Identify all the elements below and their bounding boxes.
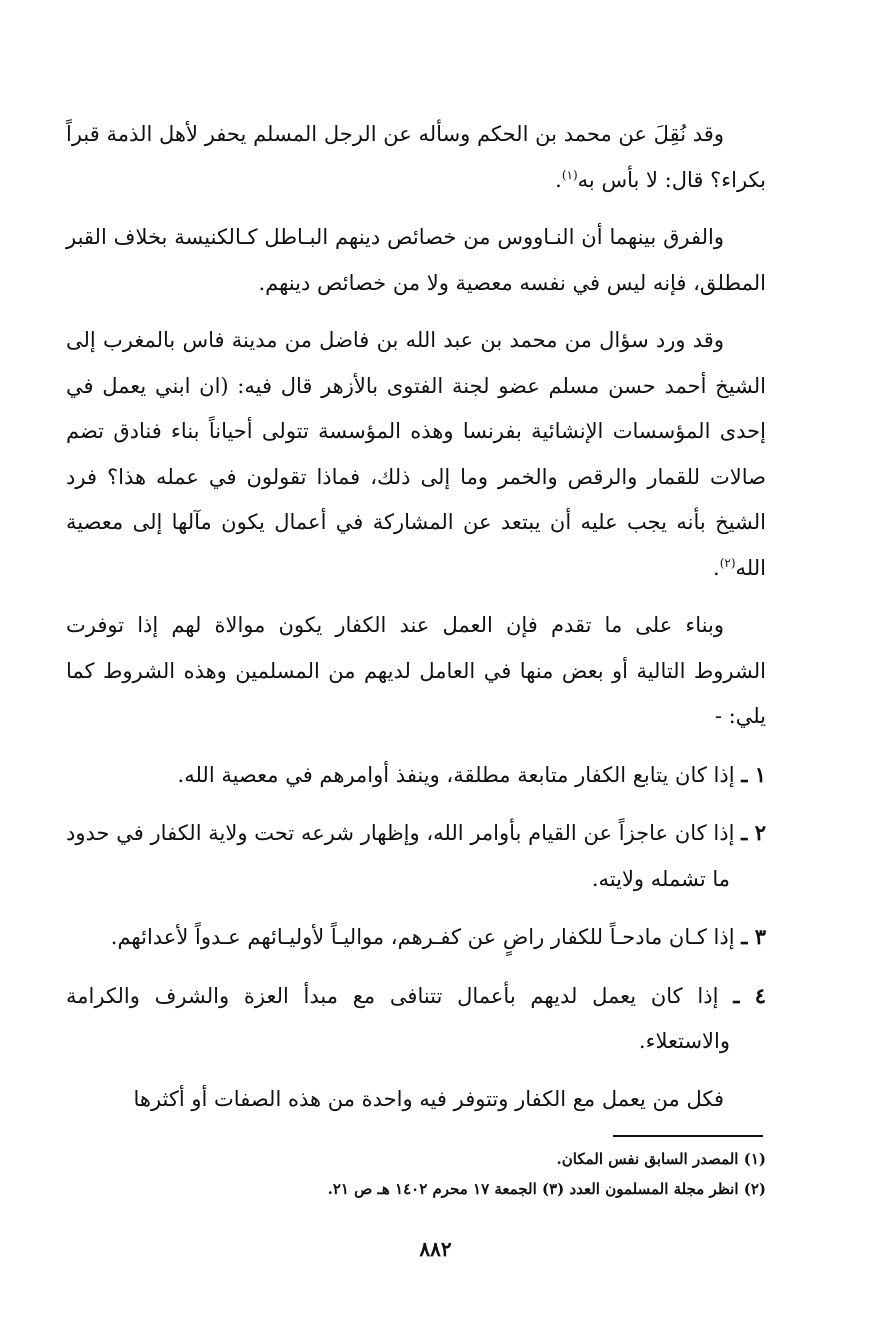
footnote-2-text: انظر مجلة المسلمون العدد (٣) الجمعة ١٧ محرم ١٤٠٢ هـ ص ٢١. — [327, 1180, 739, 1198]
page-number: ٨٨٢ — [419, 1237, 452, 1261]
paragraph-3 — [66, 318, 766, 591]
paragraph-2: والفرق بينهما أن النـاووس من خصائص دينهم البـاطل كـالكنيسة بخلاف القبر المطلق، فإنه ليس في نفسه معصية ولا من خصائص دينهم. — [66, 225, 766, 295]
condition-3-number: ٣ ـ — [741, 924, 766, 949]
paragraph-4: وبناء على ما تقدم فإن العمل عند الكفار يكون موالاة لهم إذا توفرت الشروط التالية أو بعض منها في العامل لديهم من المسلمين وهذه الشروط كما يلي: - — [66, 613, 766, 728]
footnote-divider — [613, 1135, 763, 1137]
footnotes — [66, 1144, 766, 1204]
condition-2-text: إذا كان عاجزاً عن القيام بأوامر الله، وإظهار شرعه تحت ولاية الكفار في حدود ما تشمله ولايته. — [66, 821, 735, 891]
footnote-1-ref: (١) — [743, 1150, 766, 1168]
condition-1-number: ١ ـ — [741, 761, 766, 787]
page-body — [66, 112, 766, 1134]
condition-2 — [66, 810, 766, 902]
footnote-ref-2: (٢) — [719, 555, 736, 570]
footnote-2-ref: (٢) — [743, 1180, 766, 1198]
condition-4-text: إذا كان يعمل لديهم بأعمال تتنافى مع مبدأ العزة والشرف والكرامة والاستعلاء. — [66, 983, 730, 1053]
condition-3 — [66, 914, 766, 961]
footnote-1 — [66, 1144, 766, 1174]
condition-1-text: إذا كان يتابع الكفار متابعة مطلقة، وينفذ أوامرهم في معصية الله. — [177, 762, 735, 787]
footnote-1-text: المصدر السابق نفس المكان. — [556, 1150, 739, 1168]
condition-4-number: ٤ ـ — [733, 982, 766, 1008]
paragraph-1-text: وقد نُقِلَ عن محمد بن الحكم وسأله عن الرجل المسلم يحفر لأهل الذمة قبراً بكراء؟ قال: لا بأس به — [66, 122, 766, 192]
condition-2-number: ٢ ـ — [741, 820, 766, 845]
condition-4 — [66, 973, 766, 1065]
paragraph-3-text: وقد ورد سؤال من محمد بن عبد الله بن فاضل من مدينة فاس بالمغرب إلى الشيخ أحمد حسن مسلم عضو لجنة الفتوى بالأزهر قال فيه: (ان ابني يعمل في إحدى المؤسسات الإنشائية بفرنسا وهذه المؤسسة تتولى أحياناً بناء فنادق تضم صالات للقمار والرقص والخمر وما إلى ذلك، فماذا تقولون في عمله هذا؟ فرد الشيخ بأنه يجب عليه أن يبتعد عن المشاركة في أعمال يكون مآلها إلى معصية الله — [66, 328, 766, 580]
closing-paragraph: فكل من يعمل مع الكفار وتتوفر فيه واحدة من هذه الصفات أو أكثرها — [133, 1086, 724, 1111]
condition-3-text: إذا كـان مادحـاً للكفار راضٍ عن كفـرهم، مواليـاً لأوليـائهم عـدواً لأعدائهم. — [110, 925, 735, 949]
paragraph-3-tail: . — [713, 555, 720, 580]
footnote-ref-1: (١) — [561, 167, 578, 182]
footnote-2 — [66, 1174, 766, 1204]
condition-1 — [66, 752, 766, 799]
paragraph-1-tail: . — [555, 167, 562, 192]
paragraph-1 — [66, 112, 766, 203]
